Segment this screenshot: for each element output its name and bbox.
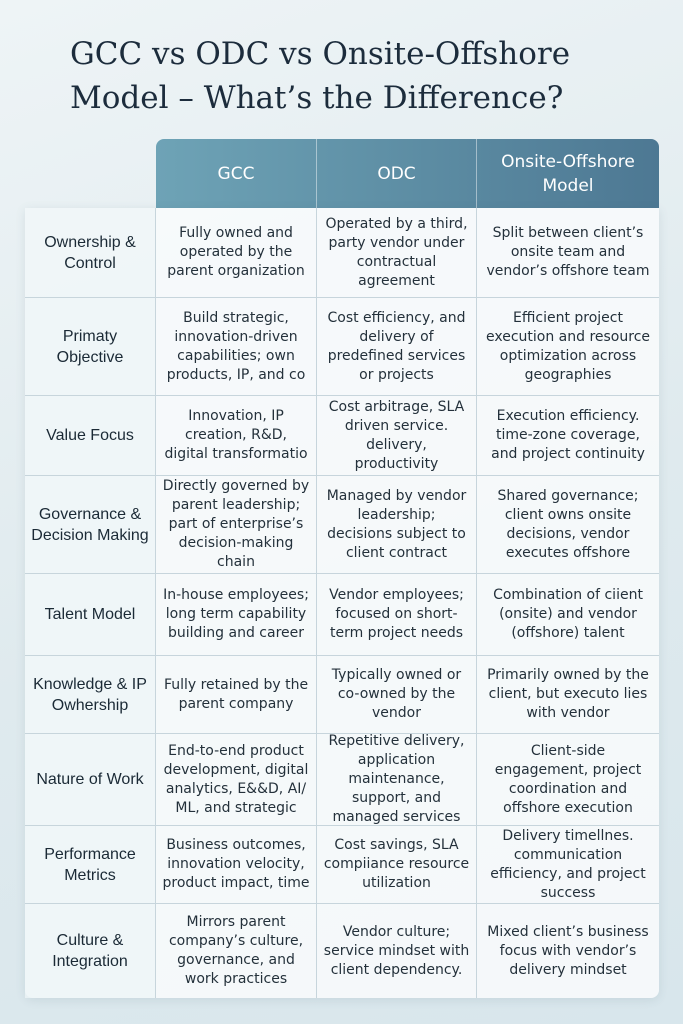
table-row [25, 208, 659, 297]
row-label: Talent Model [25, 574, 156, 655]
cell-gcc: Mirrors parent company’s culture, governance, and work practices [156, 904, 317, 998]
row-label: Nature of Work [25, 734, 156, 825]
cell-odc: Cost efficiency, and delivery of predefined services or projects [317, 298, 477, 395]
row-label: Knowledge & IP Owhership [25, 656, 156, 733]
table-row [25, 297, 659, 395]
row-label: Primaty Objective [25, 298, 156, 395]
cell-onsite-offshore: Split between client’s onsite team and vendor’s offshore team [486, 225, 650, 279]
table-row [25, 395, 659, 475]
table-row [25, 903, 659, 998]
cell-odc: Repetitive delivery, application maintenance, support, and managed services [317, 734, 477, 825]
cell-odc: Cost arbitrage, SLA driven service. delivery, productivity [317, 396, 477, 475]
row-label: Value Focus [25, 396, 156, 475]
table-header-row [156, 139, 659, 208]
cell-onsite-offshore: Efficient project execution and resource optimization across geographies [485, 309, 650, 383]
row-label: Ownership & Control [25, 208, 156, 297]
cell-gcc: In-house employees; long term capability building and career [156, 574, 317, 655]
table-row [25, 733, 659, 825]
cell-gcc: Fully retained by the parent company [156, 656, 317, 733]
cell-gcc: Fully owned and operated by the parent organization [156, 208, 317, 297]
cell-gcc: Innovation, IP creation, R&D, digital transformatio [156, 396, 317, 475]
cell-onsite-offshore: Execution efficiency. time-zone coverage, and project continuity [491, 408, 645, 462]
cell-gcc: Build strategic, innovation-driven capabilities; own products, IP, and co [156, 298, 317, 395]
row-label: Culture & Integration [25, 904, 156, 998]
cell-onsite-offshore: Combination of ciient (onsite) and vendor (offshore) talent [493, 587, 643, 641]
column-header-odc: ODC [317, 139, 477, 208]
row-label: Governance & Decision Making [25, 476, 156, 573]
table-row [25, 475, 659, 573]
cell-onsite-offshore: Client-side engagement, project coordination and offshore execution [494, 742, 642, 816]
column-header-gcc: GCC [156, 139, 317, 208]
cell-gcc: Directly governed by parent leadership; part of enterprise’s decision-making chain [156, 476, 317, 573]
cell-onsite-offshore: Shared governance; client owns onsite decisions, vendor executes offshore [497, 487, 639, 561]
cell-onsite-offshore: Primarily owned by the client, but executo lies with vendor [487, 667, 649, 721]
row-label: Performance Metrics [25, 826, 156, 903]
page-title: GCC vs ODC vs Onsite-Offshore Model – What’s the Difference? [70, 36, 571, 116]
cell-odc: Cost savings, SLA compiiance resource utilization [317, 826, 477, 903]
table-row [25, 655, 659, 733]
cell-onsite-offshore: Mixed client’s business focus with vendor’s delivery mindset [487, 923, 649, 978]
cell-odc: Typically owned or co-owned by the vendor [317, 656, 477, 733]
cell-odc: Operated by a third, party vendor under contractual agreement [317, 208, 477, 297]
table-body [25, 208, 659, 998]
comparison-table [25, 139, 659, 998]
cell-onsite-offshore: Delivery timellnes. communication efficiency, and project success [490, 827, 646, 901]
cell-odc: Vendor employees; focused on short-term project needs [317, 574, 477, 655]
cell-gcc: Business outcomes, innovation velocity, product impact, time [156, 826, 317, 903]
cell-odc: Vendor culture; service mindset with client dependency. [317, 904, 477, 998]
cell-gcc: End-to-end product development, digital analytics, E&&D, AI/ ML, and strategic [156, 734, 317, 825]
table-row [25, 573, 659, 655]
table-row [25, 825, 659, 903]
cell-odc: Managed by vendor leadership; decisions subject to client contract [317, 476, 477, 573]
column-header-onsite-offshore: Onsite-Offshore Model [501, 151, 635, 196]
